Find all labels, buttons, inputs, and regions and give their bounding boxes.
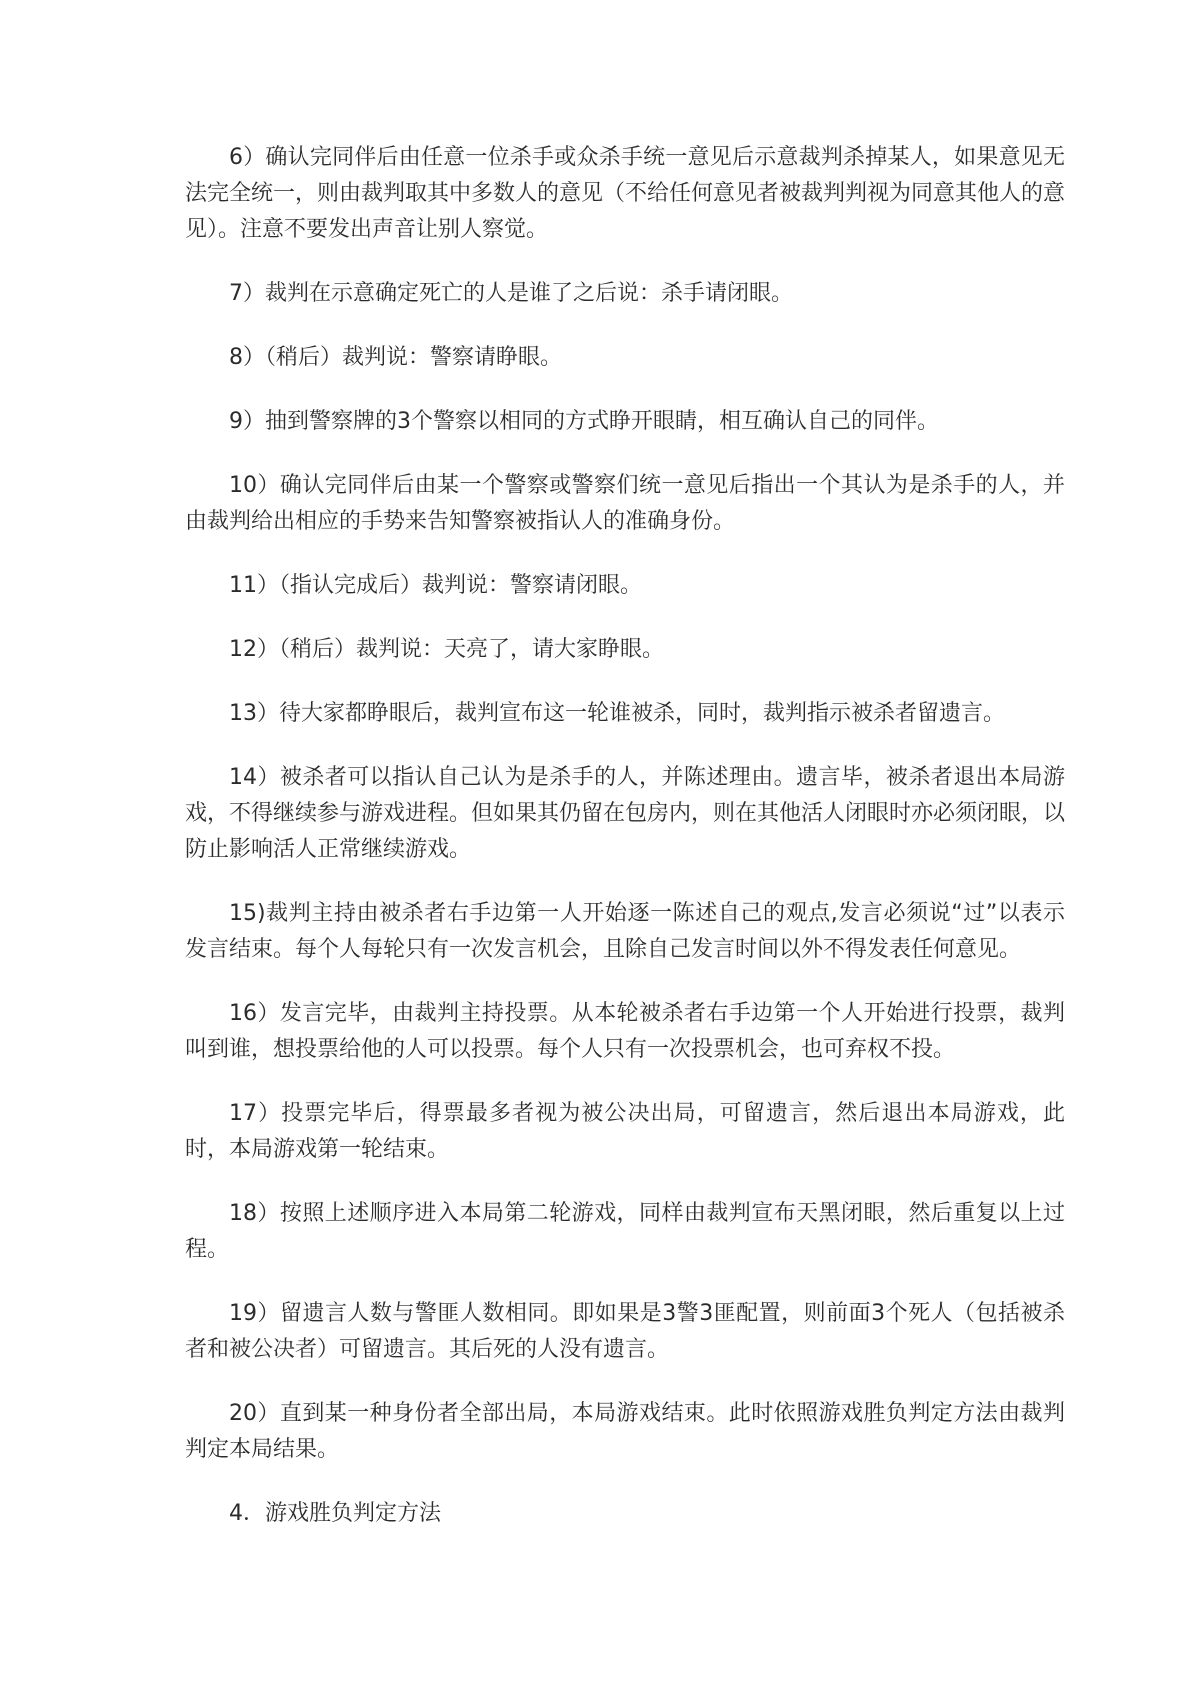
paragraph-16: 16）发言完毕，由裁判主持投票。从本轮被杀者右手边第一个人开始进行投票，裁判叫到谁，想投票给他的人可以投票。每个人只有一次投票机会，也可弃权不投。 (185, 1001, 1065, 1062)
paragraph-7: 7）裁判在示意确定死亡的人是谁了之后说：杀手请闭眼。 (229, 281, 793, 306)
paragraph-19: 19）留遗言人数与警匪人数相同。即如果是3警3匪配置，则前面3个死人（包括被杀者和被公决者）可留遗言。其后死的人没有遗言。 (185, 1301, 1065, 1362)
paragraph-12: 12）（稍后）裁判说：天亮了，请大家睁眼。 (229, 637, 664, 662)
paragraph-10: 10）确认完同伴后由某一个警察或警察们统一意见后指出一个其认为是杀手的人，并由裁判给出相应的手势来告知警察被指认人的准确身份。 (185, 473, 1065, 534)
paragraph-11: 11）（指认完成后）裁判说：警察请闭眼。 (229, 573, 642, 598)
paragraph-8: 8）（稍后）裁判说：警察请睁眼。 (229, 345, 562, 370)
paragraph-17: 17）投票完毕后，得票最多者视为被公决出局，可留遗言，然后退出本局游戏，此时，本局游戏第一轮结束。 (185, 1101, 1065, 1162)
document-body (185, 140, 1065, 1532)
paragraph-6: 6）确认完同伴后由任意一位杀手或众杀手统一意见后示意裁判杀掉某人，如果意见无法完全统一，则由裁判取其中多数人的意见（不给任何意见者被裁判判视为同意其他人的意见）。注意不要发出声音让别人察觉。 (185, 145, 1066, 242)
paragraph-13: 13）待大家都睁眼后，裁判宣布这一轮谁被杀，同时，裁判指示被杀者留遗言。 (229, 701, 1005, 726)
section-heading: 4．游戏胜负判定方法 (229, 1501, 441, 1526)
paragraph-18: 18）按照上述顺序进入本局第二轮游戏，同样由裁判宣布天黑闭眼，然后重复以上过程。 (185, 1201, 1065, 1262)
paragraph-9: 9）抽到警察牌的3个警察以相同的方式睁开眼睛，相互确认自己的同伴。 (229, 409, 939, 434)
paragraph-15: 15)裁判主持由被杀者右手边第一人开始逐一陈述自己的观点,发言必须说“过”以表示发言结束。每个人每轮只有一次发言机会，且除自己发言时间以外不得发表任何意见。 (185, 901, 1065, 962)
paragraph-14: 14）被杀者可以指认自己认为是杀手的人，并陈述理由。遗言毕，被杀者退出本局游戏，不得继续参与游戏进程。但如果其仍留在包房内，则在其他活人闭眼时亦必须闭眼，以防止影响活人正常继续游戏。 (185, 765, 1066, 862)
paragraph-20: 20）直到某一种身份者全部出局，本局游戏结束。此时依照游戏胜负判定方法由裁判判定本局结果。 (185, 1401, 1065, 1462)
